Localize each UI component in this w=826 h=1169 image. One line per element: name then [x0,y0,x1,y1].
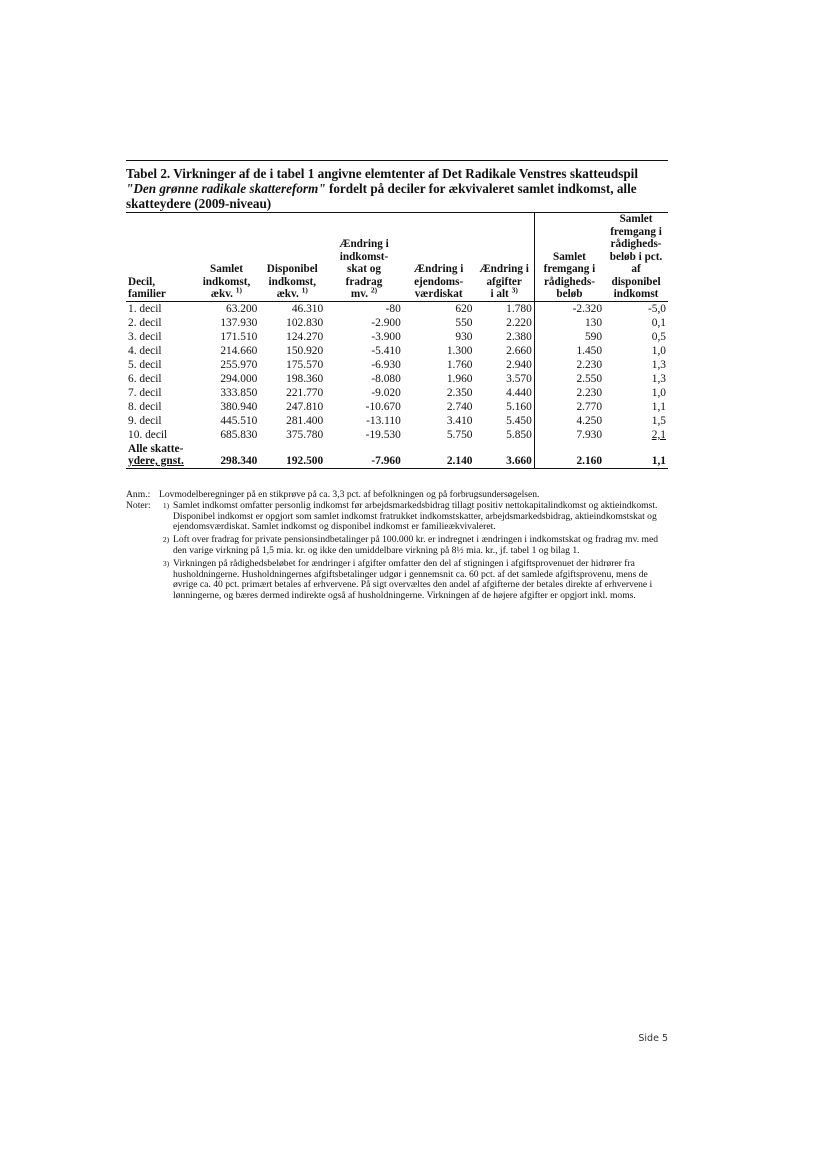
total-cell: 3.660 [475,442,535,469]
table-cell: 1.960 [446,372,473,385]
table-cell: 2.230 [576,358,603,371]
table-cell: 1.780 [475,301,535,316]
title-reform-name: "Den grønne radikale skattereform" [126,181,326,196]
table-cell: 380.940 [220,400,258,413]
table-cell: 247.810 [286,400,324,413]
table-cell: 333.850 [220,386,258,399]
row-label: 2. decil [128,316,162,329]
header-text: indkomst, [202,275,251,288]
header-text: indkomst, [268,275,317,288]
table-cell: 1,0 [651,344,666,357]
header-text: 2) [370,285,378,295]
table-cell: 5.160 [475,400,535,414]
table-cell: 1,1 [651,400,666,413]
header-text: beløb i pct. [609,250,663,263]
header-text: rådigheds- [610,238,662,250]
table-cell: 5.850 [475,428,535,442]
table-row [126,386,668,400]
header-text: Decil, [128,275,156,288]
table-cell: 2.550 [576,372,603,385]
table-cell: -9.020 [371,386,401,399]
header-text: Samlet [552,250,586,263]
table-cell: 550 [455,316,473,329]
page-number: Side 5 [638,1033,668,1044]
table-cell: 281.400 [286,414,324,427]
row-label: 10. decil [128,428,168,441]
header-text: ejendoms- [414,275,464,288]
col-header-raadighedsbeloeb-pct [604,213,668,302]
title-line-1: Tabel 2. Virkninger af de i tabel 1 angivne elemtenter af Det Radikale Venstres skatteudspil [126,166,639,181]
table-cell: 7.930 [576,428,603,441]
table-cell: 0,5 [651,330,666,343]
note-1: Noter: 1) Samlet indkomst omfatter personlig indkomst før arbejdsmarkedsbidrag tillagt positiv nettokapitalindkomst og aktieindkomst. Disponibel indkomst er opgjort som samlet indkomst fratrukket indkomstskatter, arbejdsmarkedsbidrag, aktieindkomstskat og ejendomsværdiskat. Samlet indkomst og disponibel indkomst er familieækvivaleret. [126,499,658,533]
title-line-2 [126,181,668,196]
header-text: fremgang i [610,225,662,238]
header-text: ækv. [210,288,233,300]
col-header-samlet-indkomst [194,213,260,302]
table-cell: 5.450 [475,414,535,428]
table-cell: 46.310 [291,302,324,315]
table-cell: -8.080 [371,372,401,385]
col-header-indkomstskat [325,213,403,302]
row-label: 4. decil [128,344,162,357]
table-cell: 590 [584,330,603,343]
row-label: 8. decil [128,400,162,413]
table-cell: 1,3 [651,372,666,385]
table-cell: 1,0 [651,386,666,399]
table-cell: 137.930 [220,316,258,329]
note-2: 2) Loft over fradrag for private pensionsindbetalinger på 100.000 kr. er indregnet i ændringen i indkomstskat og fradrag mv. med den varige virkning på 1,5 mia. kr. og ikke den umiddelbare virkning på 8½ mia. kr., jf. tabel 1 og bilag 1. [162,534,659,556]
table-cell: -6.930 [371,358,401,371]
decile-table [126,212,668,469]
table-cell: -3.900 [371,330,401,343]
col-header-raadighedsbeloeb [534,213,604,302]
total-label [126,442,194,469]
table-row [126,301,668,316]
table-cell: 214.660 [220,344,258,357]
table-cell: 130 [584,316,603,329]
table-row [126,372,668,386]
table-row [126,344,668,358]
header-text: Ændring i [479,263,529,275]
row-label: 9. decil [128,414,162,427]
header-text: af disponibel [611,263,661,288]
header-text: afgifter [486,275,522,288]
table-cell: -5.410 [371,344,401,357]
table-cell: 2,1 [651,428,666,441]
table-cell: 685.830 [220,428,258,441]
header-text: i alt [490,288,509,300]
header-text: ækv. [276,288,299,300]
header-text: 3) [511,285,518,295]
row-label: 3. decil [128,330,162,343]
table-cell: 3.410 [446,414,473,427]
row-label: 1. decil [128,302,162,315]
header-text: Samlet [210,263,243,275]
table-cell: 1,5 [651,414,666,427]
table-cell: 620 [455,302,473,315]
header-text: familier [128,288,166,300]
table-cell: 0,1 [651,316,666,329]
header-text: skat og [347,263,381,275]
table-row [126,330,668,344]
table-cell: -19.530 [365,428,401,441]
header-text: fradrag [345,275,383,288]
total-cell: 1,1 [604,442,668,469]
total-cell: 2.140 [403,442,475,469]
table-cell: 1.450 [576,344,603,357]
col-header-disponibel-indkomst [259,213,325,302]
table-cell: 2.770 [576,400,603,413]
total-cell: 192.500 [259,442,325,469]
header-text: Ændring i [339,238,389,250]
table-cell: -80 [385,302,401,315]
table-cell: -2.900 [371,316,401,329]
header-text: Disponibel [266,263,318,275]
total-cell: 2.160 [534,442,604,469]
table-cell: 2.380 [475,330,535,344]
table-row [126,428,668,442]
table-header-row [126,213,668,302]
header-text: indkomst- [339,250,389,263]
table-cell: 150.920 [286,344,324,357]
header-text: rådigheds- [543,275,595,288]
table-cell: 2.350 [446,386,473,399]
table-cell: 1,3 [651,358,666,371]
table-cell: 102.830 [286,316,324,329]
table-row [126,414,668,428]
note-3: 3) Virkningen på rådighedsbeløbet for ændringer i afgifter omfatter den del af stigningen i afgiftsprovenuet der hidrører fra husholdningerne. Husholdningernes afgiftsbetalinger udgør i gennemsnit ca. 60 pct. af det samlede afgiftsprovenu, mens de øvrige ca. 40 pct. primært betales af erhvervene. På sigt overvæltes den andel af afgifterne der betales direkte af erhvervene i lønningerne, og bæres dermed indirekte også af husholdningerne. Virkningen af de højere afgifter er opgjort inkl. moms. [162,557,653,602]
table-row [126,316,668,330]
col-header-afgifter [475,213,535,302]
table-cell: 930 [455,330,473,343]
table-cell: 198.360 [286,372,324,385]
table-cell: 5.750 [446,428,473,441]
row-label: 5. decil [128,358,162,371]
table-cell: 124.270 [286,330,324,343]
table-cell: -10.670 [365,400,401,413]
header-text: indkomst [613,288,659,300]
title-line-2-rest: fordelt på deciler for ækvivaleret samlet indkomst, alle [325,181,637,196]
header-text: Ændring i [413,263,464,275]
table-cell: 4.440 [475,386,535,400]
table-cell: 294.000 [220,372,258,385]
note-anm: Anm.: Lovmodelberegninger på en stikprøve på ca. 3,3 pct. af befolkningen og på forbrugsundersøgelsen. [126,489,540,500]
table-cell: 1.760 [446,358,473,371]
header-text: beløb [556,288,583,300]
table-cell: 2.660 [475,344,535,358]
header-text: mv. [350,288,369,300]
table-cell: 2.220 [475,316,535,330]
total-label-line: ydere, gnst. [128,455,184,467]
table-notes [126,490,668,602]
table-cell: 63.200 [226,302,258,315]
table-cell: 171.510 [220,330,258,343]
table-cell: 4.250 [576,414,603,427]
row-label: 7. decil [128,386,162,399]
row-label: 6. decil [128,372,162,385]
table-title [126,160,668,211]
table-cell: -13.110 [366,414,401,427]
total-cell: 298.340 [194,442,260,469]
col-header-ejendomsvaerdiskat [403,213,475,302]
header-text: værdiskat [414,288,463,300]
table-cell: 3.570 [475,372,535,386]
header-text: fremgang i [543,263,596,275]
table-cell: 2.230 [576,386,603,399]
table-cell: 445.510 [220,414,258,427]
table-cell: 1.300 [446,344,473,357]
table-row [126,358,668,372]
total-cell: -7.960 [325,442,403,469]
table-cell: 175.570 [286,358,324,371]
total-label-line: Alle skatte- [128,442,184,455]
title-line-3: skatteydere (2009-niveau) [126,196,272,211]
table-cell: 2.740 [446,400,473,413]
header-text: Samlet [619,213,653,225]
header-text: 1) [235,285,243,295]
table-cell: 255.970 [220,358,258,371]
table-row [126,400,668,414]
table-row-total [126,442,668,469]
table-cell: -5,0 [647,302,666,315]
table-cell: 221.770 [286,386,324,399]
header-text: 1) [301,285,308,295]
table-cell: -2.320 [572,302,603,315]
col-header-decil [126,213,194,302]
table-cell: 2.940 [475,358,535,372]
table-cell: 375.780 [286,428,324,441]
